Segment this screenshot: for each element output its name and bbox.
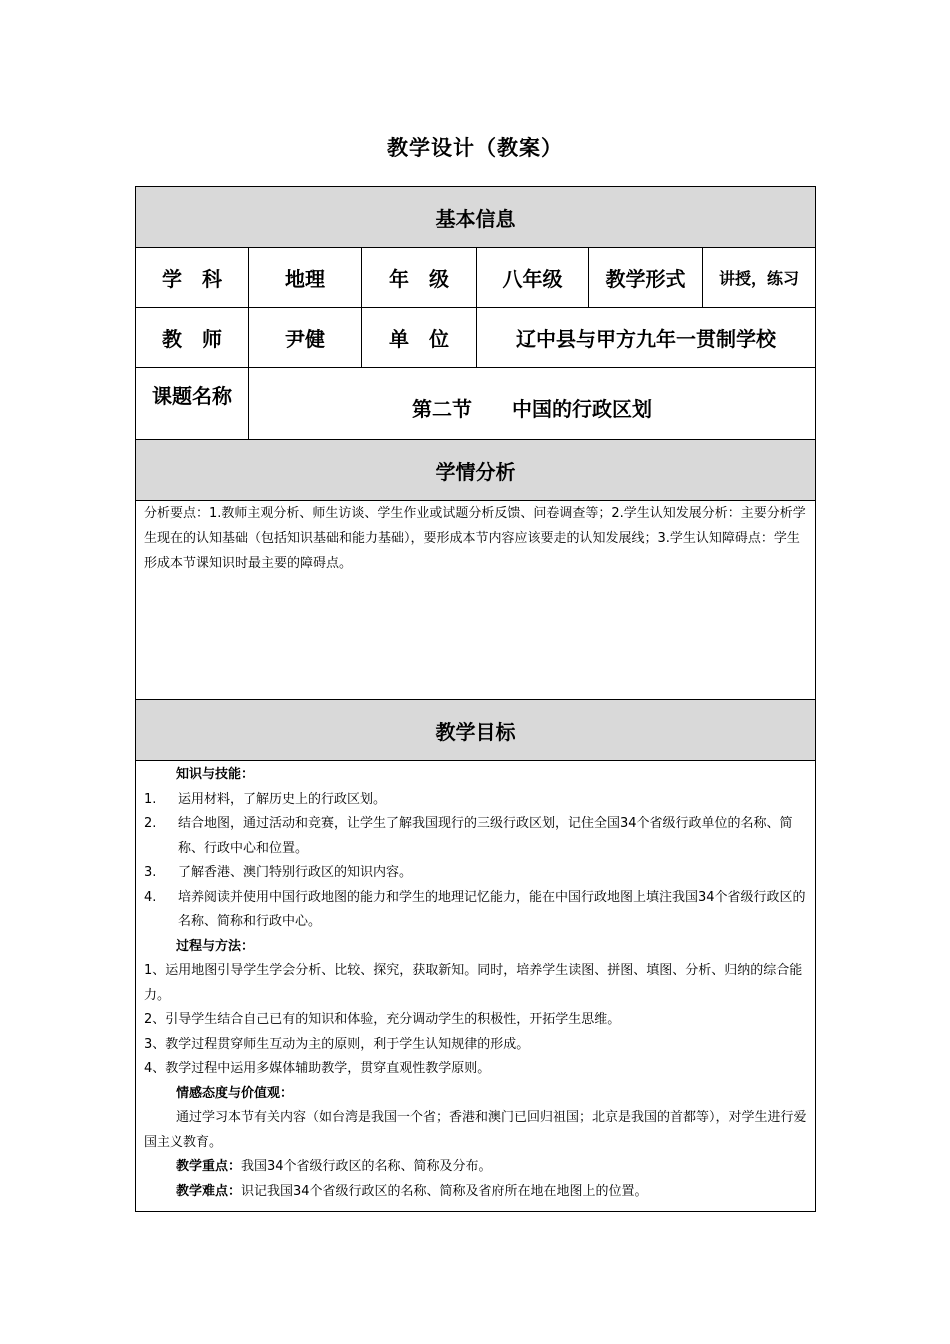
knowledge-item — [144, 861, 807, 886]
knowledge-item — [144, 886, 807, 935]
knowledge-item — [144, 788, 807, 813]
item-number: 4. — [144, 889, 157, 905]
emotion-text: 通过学习本节有关内容（如台湾是我国一个省；香港和澳门已回归祖国；北京是我国的首都等），对学生进行爱国主义教育。 — [144, 1110, 807, 1150]
key-point-label: 教学重点： — [176, 1159, 242, 1174]
analysis-text: 分析要点：1.教师主观分析、师生访谈、学生作业或试题分析反馈、问卷调查等；2.学生认知发展分析：主要分析学生现在的认知基础（包括知识基础和能力基础），要形成本节内容应该要走的认知发展线；3.学生认知障碍点：学生形成本节课知识时最主要的障碍点。 — [144, 506, 806, 571]
teaching-form-label: 教学形式 — [589, 248, 703, 308]
difficult-point — [144, 1180, 807, 1205]
topic-label: 课题名称 — [136, 368, 249, 440]
subject-value: 地理 — [249, 248, 362, 308]
goals-body — [136, 761, 816, 1212]
subject-label: 学 科 — [136, 248, 249, 308]
item-text: 结合地图，通过活动和竞赛，让学生了解我国现行的三级行政区划，记住全国34个省级行政单位的名称、简称、行政中心和位置。 — [178, 816, 793, 856]
difficult-point-text: 识记我国34个省级行政区的名称、简称及省府所在地在地图上的位置。 — [241, 1183, 648, 1199]
process-item: 1、运用地图引导学生学会分析、比较、探究，获取新知。同时，培养学生读图、拼图、填图、分析、归纳的综合能力。 — [144, 963, 803, 1003]
item-number: 1. — [144, 791, 157, 807]
grade-label: 年 级 — [362, 248, 477, 308]
item-text: 了解香港、澳门特别行政区的知识内容。 — [178, 865, 413, 880]
item-number: 3. — [144, 865, 157, 880]
goals-header: 教学目标 — [136, 700, 816, 761]
item-text: 运用材料，了解历史上的行政区划。 — [178, 791, 387, 807]
topic-value: 第二节 中国的行政区划 — [249, 368, 816, 440]
emotion-title: 情感态度与价值观： — [176, 1085, 294, 1101]
item-number: 2. — [144, 816, 157, 831]
process-item: 2、引导学生结合自己已有的知识和体验，充分调动学生的积极性，开拓学生思维。 — [144, 1012, 621, 1027]
analysis-body — [136, 501, 816, 700]
process-item: 4、教学过程中运用多媒体辅助教学，贯穿直观性教学原则。 — [144, 1061, 491, 1076]
basic-info-header: 基本信息 — [136, 187, 816, 248]
analysis-header: 学情分析 — [136, 440, 816, 501]
difficult-point-label: 教学难点： — [176, 1183, 242, 1199]
teacher-value: 尹健 — [249, 308, 362, 368]
grade-value: 八年级 — [477, 248, 589, 308]
unit-value: 辽中县与甲方九年一贯制学校 — [477, 308, 816, 368]
lesson-plan-table — [135, 186, 816, 1212]
process-title: 过程与方法： — [176, 938, 255, 954]
process-item: 3、教学过程贯穿师生互动为主的原则，利于学生认知规律的形成。 — [144, 1036, 530, 1052]
knowledge-item — [144, 812, 807, 861]
document-title: 教学设计（教案） — [387, 136, 563, 160]
knowledge-title: 知识与技能： — [176, 767, 255, 782]
item-text: 培养阅读并使用中国行政地图的能力和学生的地理记忆能力，能在中国行政地图上填注我国34个省级行政区的名称、简称和行政中心。 — [178, 889, 806, 929]
unit-label: 单 位 — [362, 308, 477, 368]
teacher-label: 教 师 — [136, 308, 249, 368]
teaching-form-value: 讲授，练习 — [703, 248, 816, 308]
key-point-text: 我国34个省级行政区的名称、简称及分布。 — [241, 1159, 492, 1174]
key-point — [144, 1155, 807, 1180]
